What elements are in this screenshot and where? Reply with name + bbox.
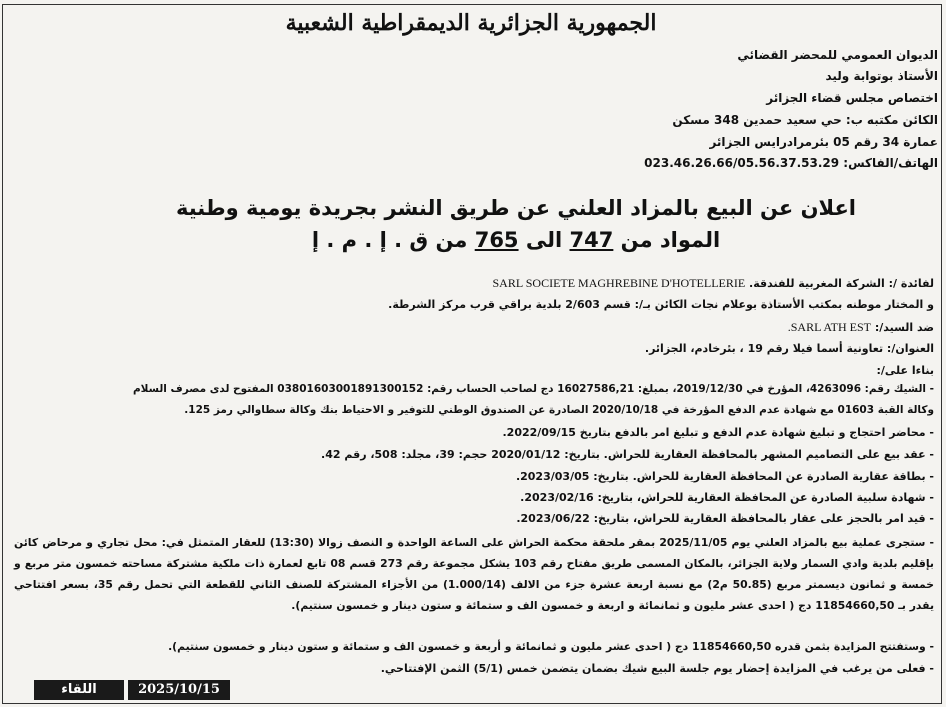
articles-suffix: من ق . إ . م . إ (311, 228, 468, 252)
notice-articles (126, 228, 906, 252)
bailiff-name: الأستاذ بوتوابة وليد (825, 69, 938, 83)
office-address-line-1: الكائن مكتبه ب: حي سعيد حمدين 348 مسكن (672, 113, 938, 127)
seizure-order-item: - قيد امر بالحجز على عقار بالمحافظة العقارية للحراش، بتاريخ: 2023/06/22. (516, 512, 934, 525)
republic-title: الجمهورية الجزائرية الديمقراطية الشعبية (285, 10, 657, 36)
publication-date: 2025/10/15 (128, 680, 230, 700)
protest-item: - محاضر احتجاج و تبليغ شهادة عدم الدفع و تبليغ امر بالدفع بتاريخ 2022/09/15. (502, 426, 934, 439)
opening-price: - وستفتتح المزايدة بثمن قدره 11854660,50 دج ( احدى عشر مليون و ثمانمائة و أربعة و خمسون الف و ستمائة و ستون دينار و خمسون سنتيم). (168, 640, 934, 653)
jurisdiction: اختصاص مجلس قضاء الجزائر (766, 91, 938, 105)
beneficiary-latin: SARL SOCIETE MAGHREBINE D'HOTELLERIE (492, 276, 746, 290)
notice-title: اعلان عن البيع بالمزاد العلني عن طريق النشر بجريدة يومية وطنية (176, 196, 856, 220)
defendant-address: العنوان/: تعاونية أسما فيلا رقم 19 ، بئرخادم، الجزائر. (644, 342, 934, 355)
sale-paragraph: - ستجرى عملية بيع بالمزاد العلني يوم 2025/11/05 بمقر ملحقة محكمة الحراش على الساعة الواحدة و النصف زوالا (13:30) للعقار المتمثل في: محل تجاري و مرحاض كائن بإقليم بلدية وادي السمار ولاية الجزائر، بالمكان المسمى طريق مفتاح رقم 103 يشكل مجموعة رقم 273 قسم 08 تابع لعمارة ذات ملكية مشتركة مساحته خمسون متر مربع و خمسة و ثمانون ديسمتر مربع (50.85 م2) مع نسبة اربعة عشرة جزء من الالف (1.000/14) من الأجزاء المشتركة للصنف الثاني للقطعة التي تحمل رقم 35، بسعر افتتاحي يقدر بـ 11854660,50 دج ( احدى عشر مليون و ثمانمائة و اربعة و خمسون الف و ستمائة و ستون دينار و خمسون سنتيم). (14, 536, 935, 612)
elected-domicile: و المختار موطنه بمكتب الأستاذة بوعلام نجات الكائن بـ/: قسم 2/603 بلدية براقي قرب مركز الشرطة. (388, 298, 934, 311)
phone-fax: الهاتف/الفاكس: 023.46.26.66/05.56.37.53.29 (644, 156, 938, 170)
beneficiary (493, 276, 935, 291)
newspaper-name: اللقاء (34, 680, 124, 700)
articles-prefix: المواد من (620, 228, 721, 252)
sale-contract-item: - عقد بيع على التصاميم المشهر بالمحافظة العقارية للحراش. بتاريخ: 2020/01/12 حجم: 39، مجلد: 508، رقم 42. (321, 448, 934, 461)
based-on-label: بناءا على/: (876, 364, 934, 377)
defendant (788, 320, 934, 335)
articles-mid: الى (525, 228, 563, 252)
cheque-item-cont: وكالة القبة 01603 مع شهادة عدم الدفع المؤرخة في 2020/10/18 الصادرة عن الصندوق الوطني للتوفير و الاحتياط بنك وكالة سطاوالي رمز 125. (184, 404, 934, 416)
office-address-line-2: عمارة 34 رقم 05 بئرمرادرايس الجزائر (709, 135, 938, 149)
article-from: 747 (569, 228, 614, 252)
property-card-item: - بطاقة عقارية الصادرة عن المحافظة العقارية للحراش. بتاريخ: 2023/03/05. (515, 470, 934, 483)
article-to: 765 (474, 228, 519, 252)
office-name: الديوان العمومي للمحضر القضائي (737, 48, 938, 62)
negative-certificate-item: - شهادة سلبية الصادرة عن المحافظة العقارية للحراش، بتاريخ: 2023/02/16. (520, 491, 934, 504)
beneficiary-label: لفائدة /: الشركة المغربية للفندقة. (749, 277, 934, 290)
defendant-label: ضد السيد/: (874, 321, 934, 334)
cheque-item: - الشيك رقم: 4263096، المؤرخ في 2019/12/30، بمبلغ: 16027586,21 دج لصاحب الحساب رقم: 03801603001891300152 المفتوح لدى مصرف السلام (132, 383, 934, 395)
deposit-requirement: - فعلى من يرغب في المزايدة إحضار يوم جلسة البيع شيك بضمان يتضمن خمس (5/1) الثمن الإفتتاحي. (380, 662, 934, 675)
defendant-latin: SARL ATH EST. (787, 320, 871, 334)
